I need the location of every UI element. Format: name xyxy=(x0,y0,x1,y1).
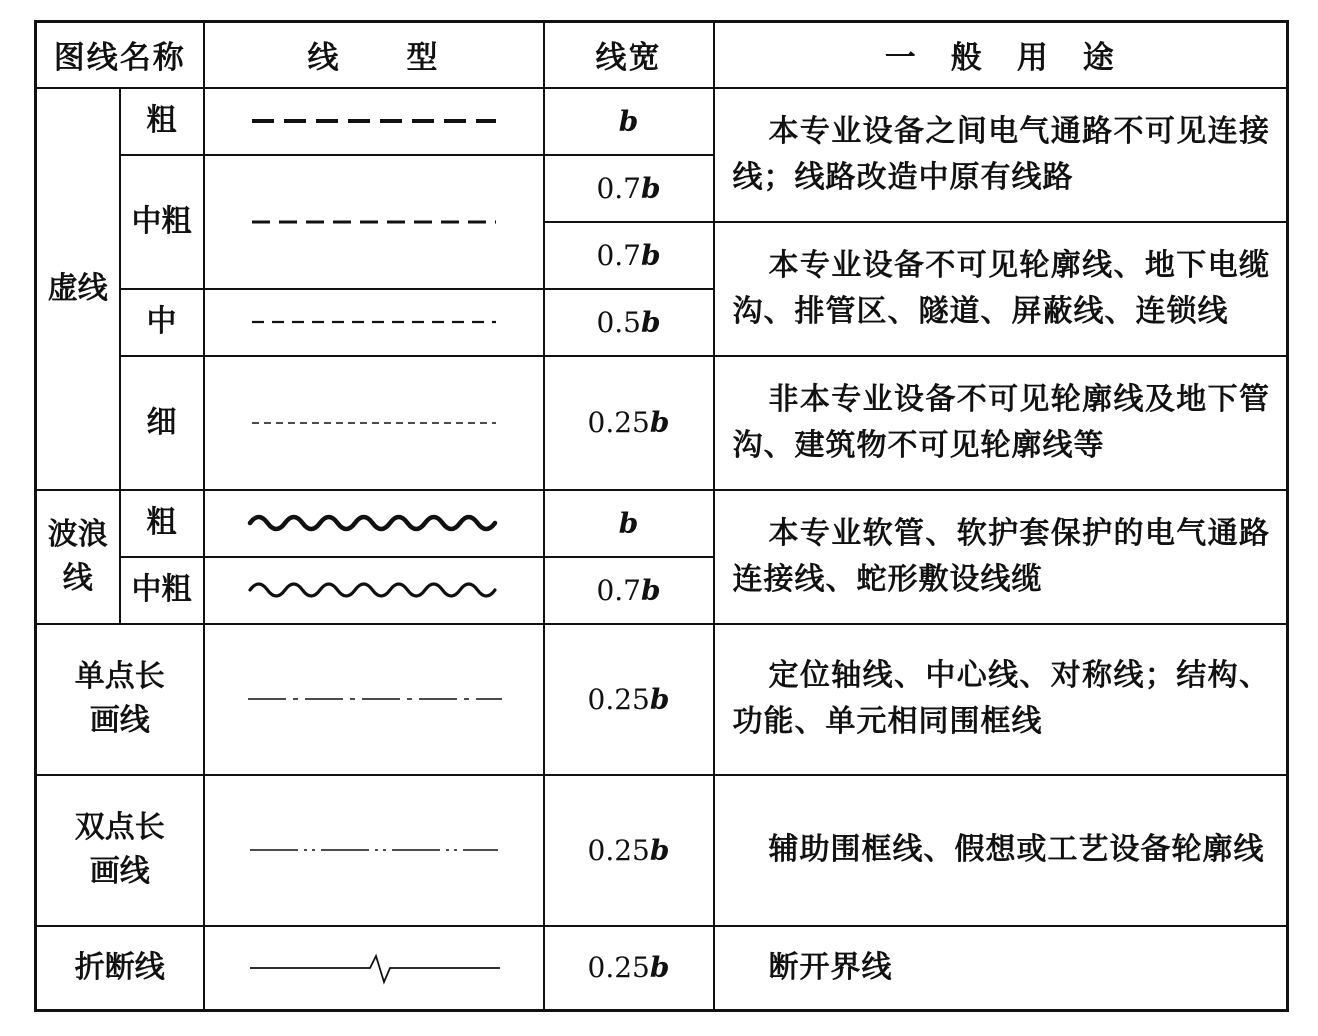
line-sample xyxy=(204,557,544,624)
line-sample xyxy=(204,490,544,557)
line-type-table xyxy=(34,20,1289,1012)
use-text: 断开界线 xyxy=(714,926,1288,1011)
line-sample xyxy=(204,356,544,490)
line-sample xyxy=(204,155,544,289)
width-value: 0.7b xyxy=(544,557,714,624)
header-name: 图线名称 xyxy=(36,22,204,88)
line-sample xyxy=(204,775,544,926)
table-row xyxy=(36,926,1288,1011)
table-row xyxy=(36,88,1288,155)
medium-dashed-line-icon xyxy=(234,312,514,332)
header-type: 线 型 xyxy=(204,22,544,88)
single-dot-chain-line-icon xyxy=(234,689,514,709)
double-dot-chain-line-icon xyxy=(234,840,514,860)
group-wavy: 波浪 线 xyxy=(36,490,120,624)
thick-wavy-line-icon xyxy=(234,508,514,538)
header-use: 一 般 用 途 xyxy=(714,22,1288,88)
width-value: b xyxy=(544,88,714,155)
use-text: 定位轴线、中心线、对称线；结构、功能、单元相同围框线 xyxy=(714,624,1288,775)
width-value: 0.25b xyxy=(544,926,714,1011)
medium-thick-wavy-line-icon xyxy=(234,575,514,605)
width-value: 0.7b xyxy=(544,155,714,222)
sub-name: 中粗 xyxy=(120,557,204,624)
row-name: 折断线 xyxy=(36,926,204,1011)
table-row xyxy=(36,624,1288,775)
use-text: 本专业设备之间电气通路不可见连接线；线路改造中原有线路 xyxy=(714,88,1288,222)
thick-dashed-line-icon xyxy=(234,111,514,131)
table-row xyxy=(36,775,1288,926)
header-row xyxy=(36,22,1288,88)
thin-dashed-line-icon xyxy=(234,413,514,433)
header-width: 线宽 xyxy=(544,22,714,88)
row-name: 双点长 画线 xyxy=(36,775,204,926)
sub-name: 中粗 xyxy=(120,155,204,289)
width-value: 0.5b xyxy=(544,289,714,356)
width-value: b xyxy=(544,490,714,557)
line-sample xyxy=(204,88,544,155)
break-line-icon xyxy=(234,948,514,988)
line-sample xyxy=(204,289,544,356)
width-value: 0.7b xyxy=(544,222,714,289)
use-text: 本专业设备不可见轮廓线、地下电缆沟、排管区、隧道、屏蔽线、连锁线 xyxy=(714,222,1288,356)
row-name: 单点长 画线 xyxy=(36,624,204,775)
medium-thick-dashed-line-icon xyxy=(234,212,514,232)
use-text: 非本专业设备不可见轮廓线及地下管沟、建筑物不可见轮廓线等 xyxy=(714,356,1288,490)
width-value: 0.25b xyxy=(544,775,714,926)
table-row xyxy=(36,356,1288,490)
sub-name: 粗 xyxy=(120,490,204,557)
width-value: 0.25b xyxy=(544,624,714,775)
sub-name: 细 xyxy=(120,356,204,490)
line-sample xyxy=(204,624,544,775)
table-row xyxy=(36,490,1288,557)
line-sample xyxy=(204,926,544,1011)
sub-name: 中 xyxy=(120,289,204,356)
width-value: 0.25b xyxy=(544,356,714,490)
use-text: 本专业软管、软护套保护的电气通路连接线、蛇形敷设线缆 xyxy=(714,490,1288,624)
sub-name: 粗 xyxy=(120,88,204,155)
use-text: 辅助围框线、假想或工艺设备轮廓线 xyxy=(714,775,1288,926)
group-dashed: 虚线 xyxy=(36,88,120,490)
